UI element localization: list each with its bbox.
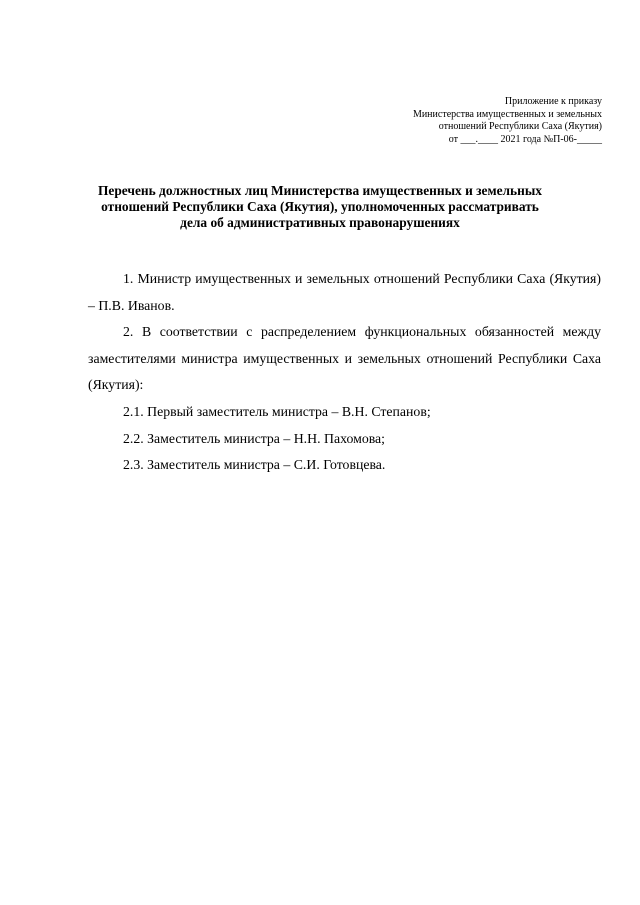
document-body bbox=[88, 266, 601, 479]
title-line-2: отношений Республики Саха (Якутия), уполномоченных рассматривать bbox=[101, 199, 539, 214]
title-line-1: Перечень должностных лиц Министерства имущественных и земельных bbox=[98, 183, 542, 198]
document-title bbox=[60, 183, 580, 231]
appendix-line-2: Министерства имущественных и земельных bbox=[412, 108, 602, 120]
title-line-3: дела об административных правонарушениях bbox=[180, 215, 460, 230]
item-2-3: 2.3. Заместитель министра – С.И. Готовцева. bbox=[123, 457, 386, 473]
item-2-2: 2.2. Заместитель министра – Н.Н. Пахомова; bbox=[123, 430, 386, 446]
item-2-1: 2.1. Первый заместитель министра – В.Н. Степанов; bbox=[123, 403, 431, 419]
appendix-header bbox=[342, 96, 602, 146]
item-1: 1. Министр имущественных и земельных отношений Республики Саха (Якутия) – П.В. Иванов. bbox=[88, 271, 601, 313]
item-2: 2. В соответствии с распределением функциональных обязанностей между заместителями министра имущественных и земельных отношений Республики Саха (Якутия): bbox=[88, 324, 601, 393]
appendix-line-1: Приложение к приказу bbox=[504, 96, 602, 107]
appendix-line-3: отношений Республики Саха (Якутия) bbox=[438, 121, 602, 133]
appendix-line-4: от ___.____ 2021 года №П-06-_____ bbox=[448, 133, 602, 145]
